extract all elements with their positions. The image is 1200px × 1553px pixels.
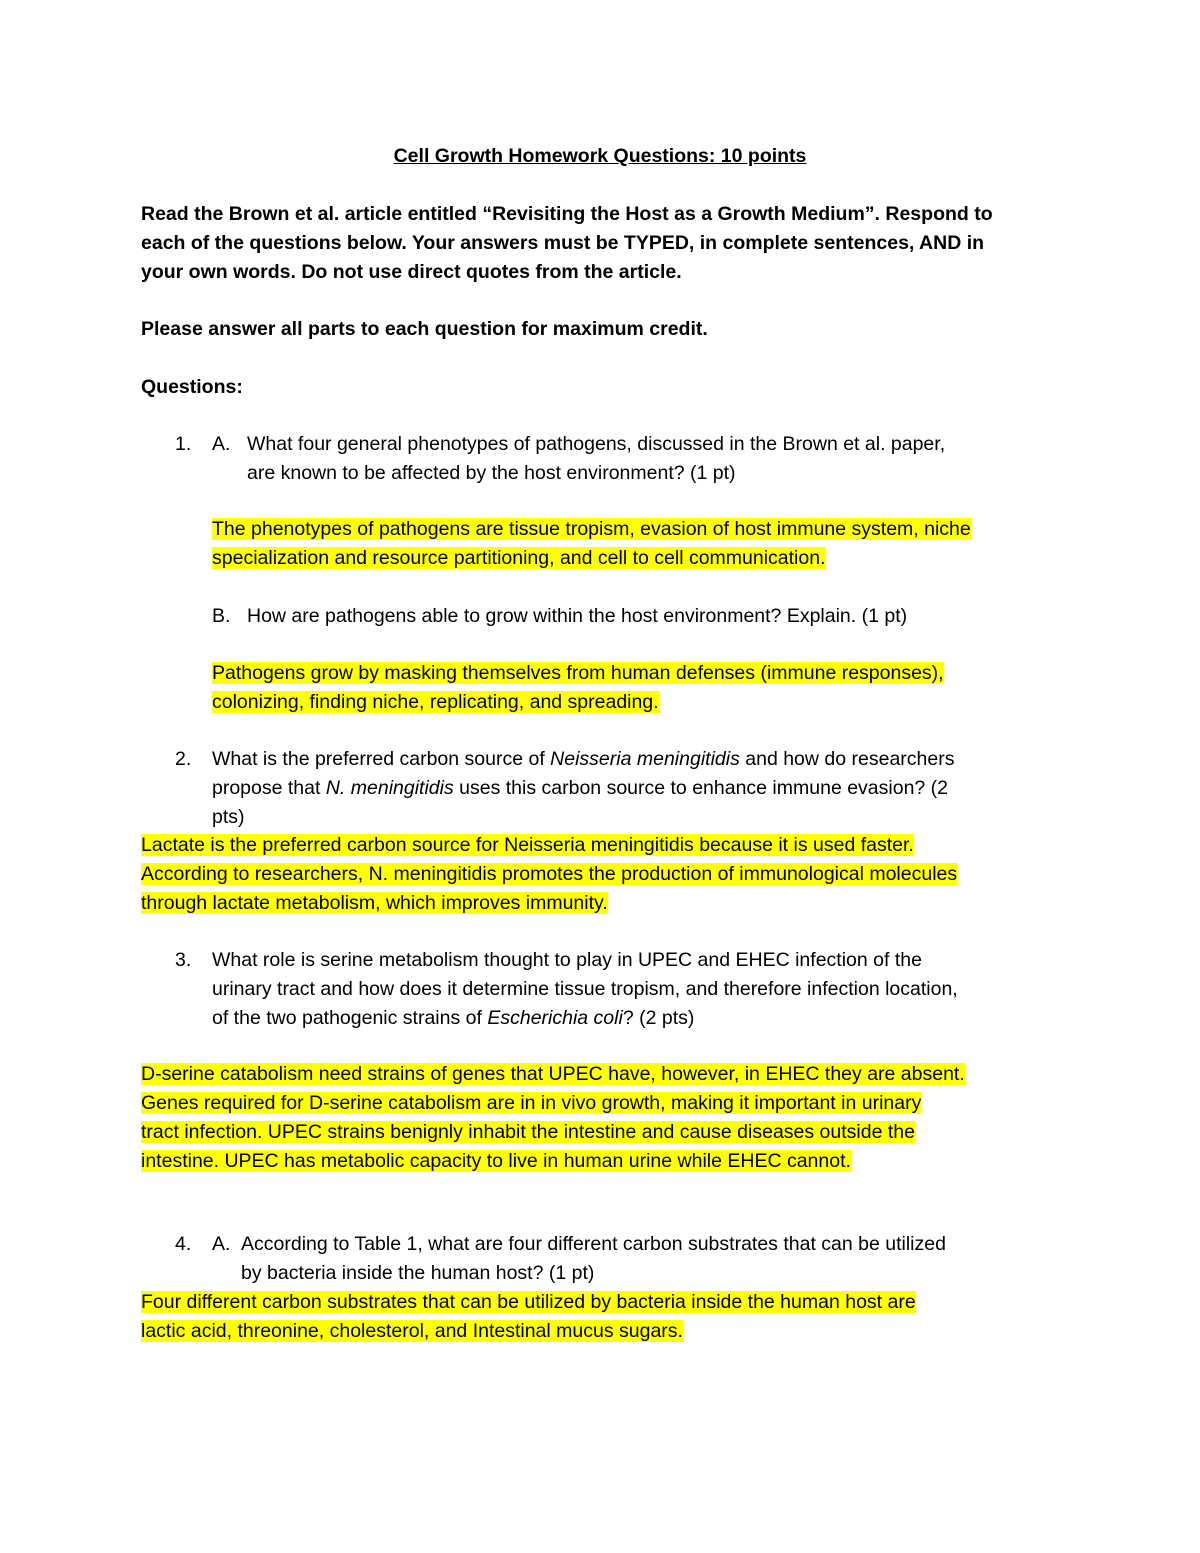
answer-line: Four different carbon substrates that can be utilized by bacteria inside the human host are <box>141 1291 916 1313</box>
intro-paragraph <box>141 200 1076 287</box>
question-part-letter: A. <box>212 1233 231 1255</box>
answer-line: through lactate metabolism, which improves immunity. <box>141 892 608 914</box>
intro-line: Read the Brown et al. article entitled “Revisiting the Host as a Growth Medium”. Respond to <box>141 203 993 225</box>
answer-line: specialization and resource partitioning, and cell to cell communication. <box>212 547 826 569</box>
answer-line: lactic acid, threonine, cholesterol, and Intestinal mucus sugars. <box>141 1320 683 1342</box>
answer-1b <box>212 659 1092 717</box>
answer-1a <box>212 515 1092 573</box>
question-text-segment: propose that <box>212 777 326 799</box>
questions-heading: Questions: <box>141 376 243 398</box>
question-2-text <box>212 745 1082 832</box>
question-4a-text <box>241 1230 1081 1288</box>
intro-line: each of the questions below. Your answers must be TYPED, in complete sentences, AND in <box>141 232 985 254</box>
question-number: 2. <box>175 748 192 770</box>
answer-line: According to researchers, N. meningitidis promotes the production of immunological molecules <box>141 863 958 885</box>
answer-line: Lactate is the preferred carbon source for Neisseria meningitidis because it is used faster. <box>141 834 914 856</box>
answer-line: intestine. UPEC has metabolic capacity to live in human urine while EHEC cannot. <box>141 1150 851 1172</box>
species-name: Escherichia coli <box>487 1007 623 1029</box>
question-line <box>212 774 1082 803</box>
question-line: urinary tract and how does it determine tissue tropism, and therefore infection location, <box>212 978 958 1000</box>
species-name: Neisseria meningitidis <box>550 748 740 770</box>
answer-line: colonizing, finding niche, replicating, and spreading. <box>212 691 659 713</box>
answer-line: tract infection. UPEC strains benignly inhabit the intestine and cause diseases outside the <box>141 1121 915 1143</box>
question-1b-text <box>247 602 1077 631</box>
question-line <box>212 1004 1082 1033</box>
question-number: 3. <box>175 949 192 971</box>
question-line: According to Table 1, what are four different carbon substrates that can be utilized <box>241 1233 946 1255</box>
question-3-text <box>212 946 1082 1033</box>
question-line: pts) <box>212 806 245 828</box>
question-part-letter: B. <box>212 605 231 627</box>
question-line: What four general phenotypes of pathogens, discussed in the Brown et al. paper, <box>247 433 946 455</box>
answer-line: D-serine catabolism need strains of genes that UPEC have, however, in EHEC they are absent. <box>141 1063 965 1085</box>
question-line: What role is serine metabolism thought to play in UPEC and EHEC infection of the <box>212 949 922 971</box>
species-name: N. meningitidis <box>325 777 454 799</box>
answer-line: Genes required for D-serine catabolism are in in vivo growth, making it important in urinary <box>141 1092 922 1114</box>
question-text-segment: ? (2 pts) <box>622 1007 695 1029</box>
instruction-text: Please answer all parts to each question for maximum credit. <box>141 318 708 340</box>
answer-2 <box>141 831 1086 918</box>
question-number: 4. <box>175 1233 192 1255</box>
question-number: 1. <box>175 433 192 455</box>
question-text-segment: of the two pathogenic strains of <box>212 1007 488 1029</box>
document-title: Cell Growth Homework Questions: 10 points <box>393 145 807 167</box>
question-line <box>212 745 1082 774</box>
question-line: How are pathogens able to grow within the host environment? Explain. (1 pt) <box>247 605 908 627</box>
question-text-segment: uses this carbon source to enhance immune evasion? (2 <box>453 777 949 799</box>
question-1a-text <box>247 430 1077 488</box>
question-line: by bacteria inside the human host? (1 pt) <box>241 1262 595 1284</box>
answer-3 <box>141 1060 1086 1176</box>
answer-line: The phenotypes of pathogens are tissue tropism, evasion of host immune system, niche <box>212 518 971 540</box>
answer-line: Pathogens grow by masking themselves from human defenses (immune responses), <box>212 662 944 684</box>
question-text-segment: What is the preferred carbon source of <box>212 748 551 770</box>
answer-4a <box>141 1288 1086 1346</box>
question-line: are known to be affected by the host environment? (1 pt) <box>247 462 736 484</box>
question-text-segment: and how do researchers <box>739 748 955 770</box>
question-part-letter: A. <box>212 433 231 455</box>
intro-line: your own words. Do not use direct quotes from the article. <box>141 261 682 283</box>
